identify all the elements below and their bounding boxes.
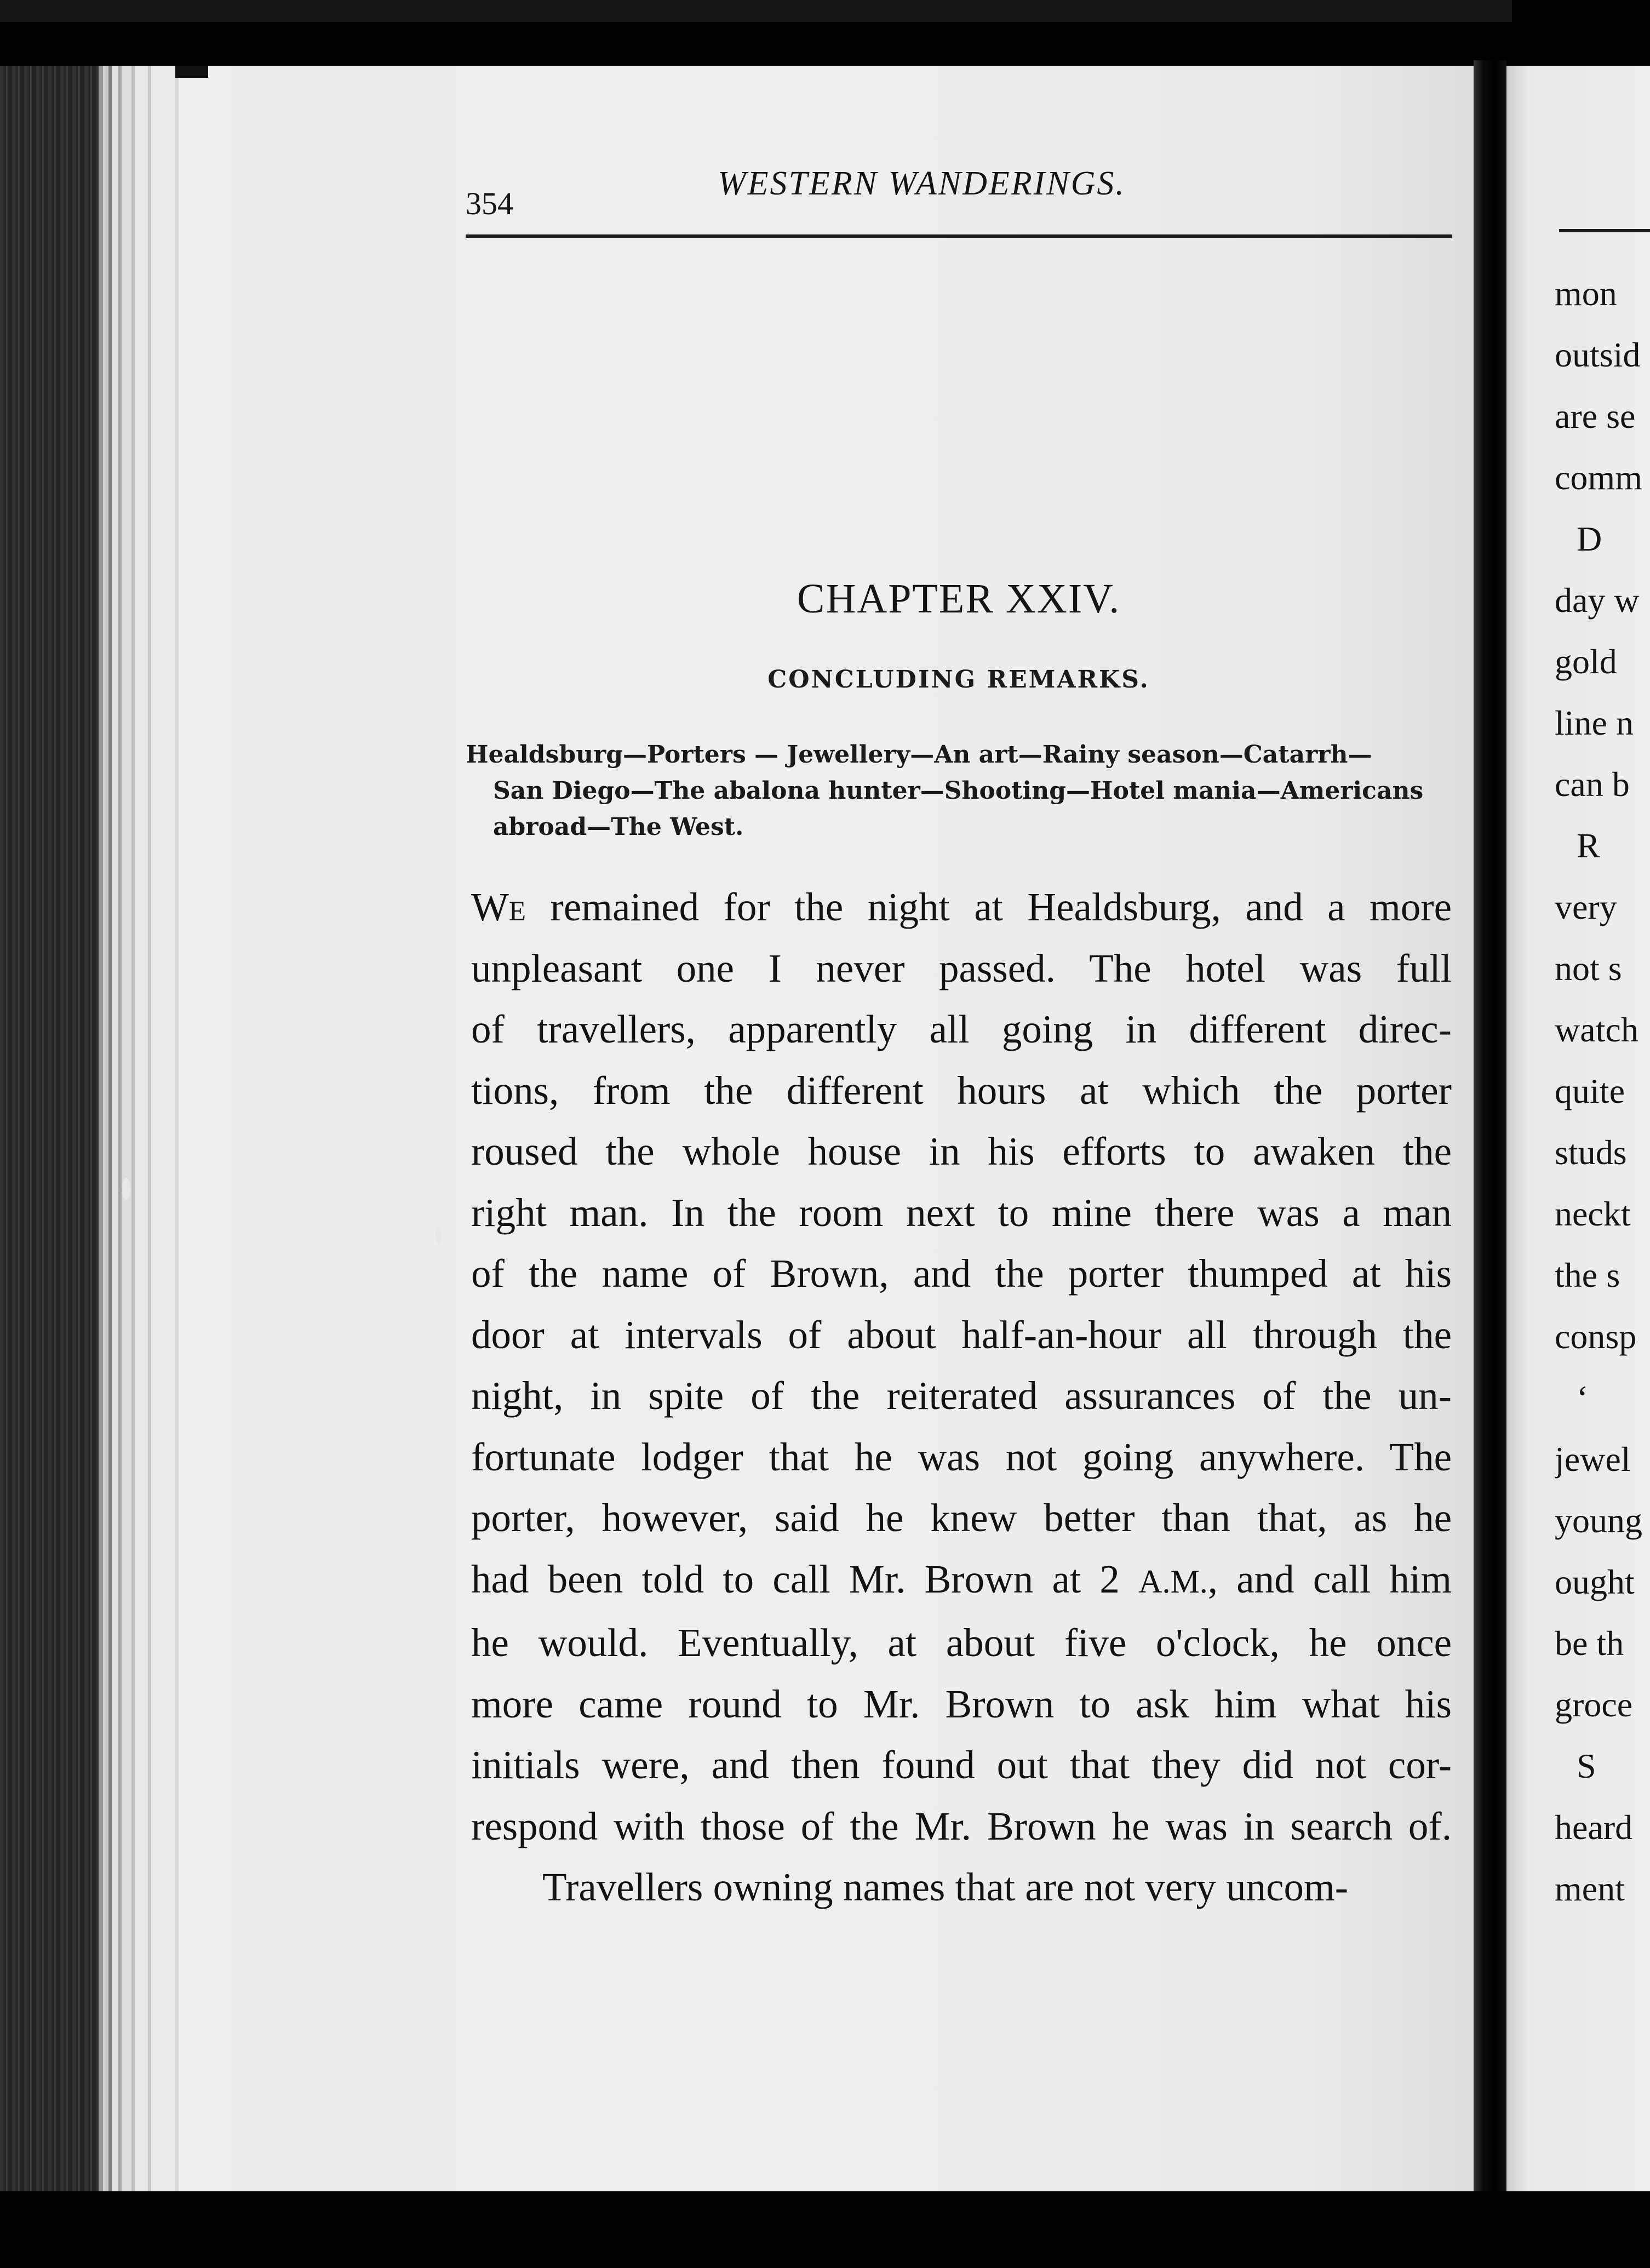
- right-line: comm: [1555, 458, 1642, 497]
- right-line: watch: [1555, 1010, 1638, 1049]
- chapter-synopsis: [466, 737, 1452, 845]
- book-gutter: [1474, 60, 1506, 2197]
- right-line: the s: [1555, 1256, 1620, 1295]
- right-line: ment: [1555, 1869, 1625, 1908]
- body-line: [471, 1549, 1452, 1613]
- right-line: R: [1577, 826, 1600, 865]
- right-line: mon: [1555, 274, 1617, 313]
- body-line: right man. In the room next to mine there was a man: [471, 1190, 1452, 1235]
- chapter-title: CHAPTER XXIV.: [797, 576, 1121, 622]
- chapter-subtitle: CONCLUDING REMARKS.: [767, 666, 1150, 694]
- film-grain: [0, 0, 99, 2268]
- synopsis-line: abroad—The West.: [493, 813, 744, 841]
- right-line: groce: [1555, 1685, 1633, 1724]
- right-line: very: [1555, 887, 1617, 926]
- body-line: of travellers, apparently all going in different direc-: [471, 1007, 1452, 1051]
- right-line: D: [1577, 519, 1602, 558]
- body-line-text: remained for the night at Healdsburg, and a more: [550, 885, 1452, 929]
- header-rule: [466, 234, 1452, 238]
- synopsis-line: San Diego—The abalona hunter—Shooting—Hotel mania—Americans: [493, 777, 1424, 805]
- right-line: day w: [1555, 581, 1640, 620]
- right-line: be th: [1555, 1624, 1624, 1663]
- right-page-text: [1555, 263, 1650, 1920]
- right-line: ought: [1555, 1562, 1635, 1601]
- page-edge-stripes: [99, 66, 230, 2191]
- body-line: tions, from the different hours at which the porter: [471, 1068, 1452, 1113]
- right-line: outsid: [1555, 335, 1641, 374]
- body-line: of the name of Brown, and the porter thumped at his: [471, 1251, 1452, 1296]
- body-line: fortunate lodger that he was not going anywhere. The: [471, 1434, 1452, 1479]
- right-line: not s: [1555, 949, 1622, 988]
- film-scratch: [175, 66, 208, 78]
- right-line: line n: [1555, 703, 1634, 742]
- body-line: Travellers owning names that are not very uncom-: [542, 1865, 1349, 1909]
- right-line: heard: [1555, 1808, 1633, 1847]
- right-line: S: [1577, 1746, 1596, 1785]
- body-line: respond with those of the Mr. Brown he was in search of.: [471, 1803, 1452, 1848]
- film-speck: [122, 1178, 130, 1200]
- synopsis-line: Healdsburg—Porters — Jewellery—An art—Rainy season—Catarrh—: [466, 741, 1372, 769]
- right-line: consp: [1555, 1317, 1637, 1356]
- right-line: can b: [1555, 765, 1630, 804]
- body-line: more came round to Mr. Brown to ask him what his: [471, 1681, 1452, 1726]
- body-line: he would. Eventually, at about five o'clock, he once: [471, 1620, 1452, 1665]
- body-line: [471, 877, 1452, 938]
- body-line: unpleasant one I never passed. The hotel was full: [471, 946, 1452, 990]
- running-title: [718, 164, 1539, 203]
- right-line: are se: [1555, 397, 1636, 436]
- body-line: night, in spite of the reiterated assurances of the un-: [471, 1373, 1452, 1418]
- am-abbrev: A.M.: [1138, 1563, 1208, 1600]
- right-line: gold: [1555, 642, 1617, 681]
- right-line: ‘: [1577, 1378, 1589, 1417]
- body-line: door at intervals of about half-an-hour all through the: [471, 1312, 1452, 1357]
- body-line: roused the whole house in his efforts to awaken the: [471, 1129, 1452, 1173]
- page-number: 354: [466, 186, 513, 221]
- bottom-border: [0, 2191, 1650, 2268]
- body-paragraph: [471, 877, 1452, 1918]
- body-line: initials were, and then found out that they did not cor-: [471, 1743, 1452, 1787]
- right-line: quite: [1555, 1072, 1625, 1110]
- body-line-text: , and call him: [1207, 1556, 1452, 1601]
- right-line: young: [1555, 1501, 1642, 1540]
- right-line: studs: [1555, 1133, 1627, 1172]
- right-line: neckt: [1555, 1194, 1631, 1233]
- film-speck: [436, 1227, 442, 1244]
- running-title-text: WESTERN WANDERINGS.: [718, 165, 1126, 202]
- top-border-highlight: [0, 0, 1512, 22]
- right-header-rule: [1559, 229, 1650, 232]
- right-line: jewel: [1555, 1440, 1631, 1479]
- body-line-text: had been told to call Mr. Brown at 2: [471, 1556, 1120, 1601]
- drop-word: We: [471, 885, 526, 929]
- body-line: porter, however, said he knew better than that, as he: [471, 1496, 1452, 1540]
